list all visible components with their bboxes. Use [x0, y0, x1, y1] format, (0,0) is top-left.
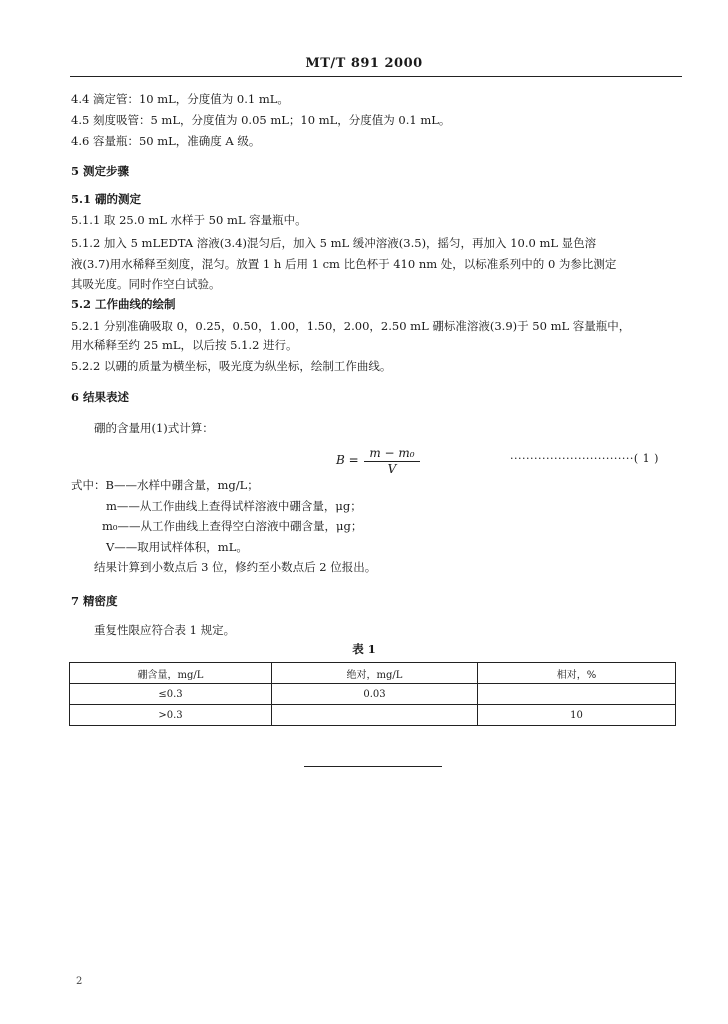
- clause-4-6: 4.6 容量瓶：50 mL，准确度 A 级。: [71, 134, 261, 148]
- clause-5-1-2-line-1: 5.1.2 加入 5 mLEDTA 溶液(3.4)混匀后，加入 5 mL 缓冲溶液(3.5)，摇匀，再加入 10.0 mL 显色溶: [71, 236, 597, 250]
- table-header-cell: 绝对，mg/L: [272, 663, 478, 684]
- document-header: MT/T 891 2000: [305, 56, 423, 71]
- page-number: 2: [76, 976, 83, 987]
- equation-number: ·······························( 1 ): [510, 452, 659, 465]
- clause-5-2-2: 5.2.2 以硼的质量为横坐标，吸光度为纵坐标，绘制工作曲线。: [71, 359, 392, 373]
- var-v: V——取用试样体积，mL。: [106, 540, 248, 554]
- calc-intro: 硼的含量用(1)式计算：: [94, 421, 214, 435]
- table-cell: [272, 705, 478, 726]
- table-cell: 10: [478, 705, 676, 726]
- table-cell: [478, 684, 676, 705]
- precision-table: [69, 662, 676, 726]
- formula-numerator: m − m₀: [364, 446, 420, 462]
- section-7-heading: 7 精密度: [71, 594, 118, 608]
- table-header-cell: 硼含量，mg/L: [70, 663, 272, 684]
- table-header-cell: 相对，%: [478, 663, 676, 684]
- var-b: 式中：B——水样中硼含量，mg/L；: [71, 478, 259, 492]
- formula-denominator: V: [387, 462, 397, 476]
- table-cell: 0.03: [272, 684, 478, 705]
- table-cell: >0.3: [70, 705, 272, 726]
- section-6-heading: 6 结果表述: [71, 390, 130, 404]
- formula: [336, 446, 426, 480]
- clause-5-2-1-line-1: 5.2.1 分别准确吸取 0，0.25，0.50，1.00，1.50，2.00，2.50 mL 硼标准溶液(3.9)于 50 mL 容量瓶中，: [71, 319, 631, 333]
- formula-fraction: [364, 446, 420, 477]
- table-cell: ≤0.3: [70, 684, 272, 705]
- header-rule: [70, 76, 682, 77]
- clause-5-2-1-line-2: 用水稀释至约 25 mL，以后按 5.1.2 进行。: [71, 338, 298, 352]
- rounding-note: 结果计算到小数点后 3 位，修约至小数点后 2 位报出。: [94, 560, 377, 574]
- precision-text: 重复性限应符合表 1 规定。: [94, 623, 236, 637]
- clause-5-1-1: 5.1.1 取 25.0 mL 水样于 50 mL 容量瓶中。: [71, 213, 307, 227]
- clause-5-1-2-line-2: 液(3.7)用水稀释至刻度，混匀。放置 1 h 后用 1 cm 比色杯于 410 nm 处，以标准系列中的 0 为参比测定: [71, 257, 617, 271]
- clause-4-5: 4.5 刻度吸管：5 mL，分度值为 0.05 mL；10 mL，分度值为 0.1 mL。: [71, 113, 451, 127]
- clause-5-1-heading: 5.1 硼的测定: [71, 192, 142, 206]
- formula-lhs: B =: [336, 453, 359, 467]
- section-5-heading: 5 测定步骤: [71, 164, 130, 178]
- var-m0: m₀——从工作曲线上查得空白溶液中硼含量，μg；: [102, 519, 363, 533]
- table-header-row: [70, 663, 676, 684]
- var-m: m——从工作曲线上查得试样溶液中硼含量，μg；: [106, 499, 362, 513]
- table-row: [70, 684, 676, 705]
- clause-5-1-2-line-3: 其吸光度。同时作空白试验。: [71, 277, 221, 291]
- clause-5-2-heading: 5.2 工作曲线的绘制: [71, 297, 176, 311]
- table-row: [70, 705, 676, 726]
- table-title: 表 1: [352, 642, 376, 656]
- end-rule: [304, 766, 442, 767]
- clause-4-4: 4.4 滴定管：10 mL，分度值为 0.1 mL。: [71, 92, 289, 106]
